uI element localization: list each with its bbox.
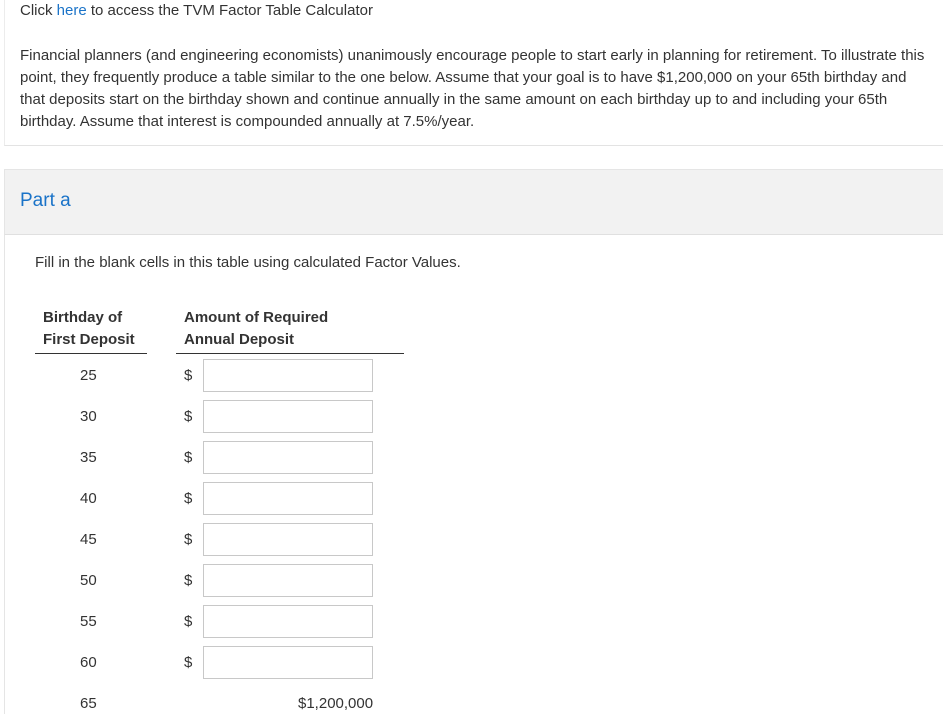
table-row (5, 359, 425, 393)
table-row (5, 482, 425, 516)
birthday-cell: 60 (80, 654, 97, 671)
deposit-header-line-1: Amount of Required (184, 309, 329, 326)
birthday-column-header (43, 307, 135, 351)
question-card (4, 0, 943, 146)
deposit-input-50[interactable] (203, 564, 373, 597)
dollar-sign: $ (184, 572, 193, 589)
part-a-header (4, 169, 943, 235)
part-a-body (4, 235, 943, 714)
instructions: Fill in the blank cells in this table using calculated Factor Values. (35, 254, 461, 271)
birthday-cell: 40 (80, 490, 97, 507)
deposit-input-35[interactable] (203, 441, 373, 474)
birthday-cell: 25 (80, 367, 97, 384)
dollar-sign: $ (184, 654, 193, 671)
dollar-sign: $ (184, 613, 193, 630)
birthday-header-line-1: Birthday of (43, 309, 123, 326)
deposit-input-30[interactable] (203, 400, 373, 433)
dollar-sign: $ (184, 531, 193, 548)
table-row (5, 441, 425, 475)
dollar-sign: $ (184, 490, 193, 507)
dollar-sign: $ (184, 367, 193, 384)
birthday-cell: 50 (80, 572, 97, 589)
deposit-input-55[interactable] (203, 605, 373, 638)
final-amount-value: $1,200,000 (298, 695, 374, 712)
table-row (5, 523, 425, 557)
deposit-header-rule (176, 353, 404, 354)
dollar-sign: $ (184, 449, 193, 466)
deposit-column-header (184, 307, 328, 351)
birthday-cell: 65 (80, 695, 97, 712)
deposit-header-line-2: Annual Deposit (184, 331, 295, 348)
deposit-input-45[interactable] (203, 523, 373, 556)
dollar-sign: $ (184, 408, 193, 425)
problem-statement: Financial planners (and engineering economists) unanimously encourage people to start early in planning for retirement. To illustrate this point, they frequently produce a table similar to the one below. Assume that your goal is to have $1,200,000 on your 65th birthday and that deposits start on the birthday shown and continue annually in the same amount on each birthday up to and including your 65th birthday. Assume that interest is compounded annually at 7.5%/year. (20, 47, 925, 130)
deposit-input-40[interactable] (203, 482, 373, 515)
deposit-input-60[interactable] (203, 646, 373, 679)
deposit-input-25[interactable] (203, 359, 373, 392)
birthday-cell: 35 (80, 449, 97, 466)
calculator-link-line (20, 2, 373, 19)
birthday-header-rule (35, 353, 147, 354)
table-row (5, 400, 425, 434)
click-suffix: to access the TVM Factor Table Calculator (90, 2, 373, 19)
birthday-cell: 45 (80, 531, 97, 548)
table-row (5, 605, 425, 639)
table-row (5, 646, 425, 680)
click-prefix: Click (20, 2, 53, 19)
table-row-final (5, 687, 425, 721)
tvm-calculator-link[interactable]: here (56, 2, 87, 19)
birthday-cell: 55 (80, 613, 97, 630)
table-row (5, 564, 425, 598)
birthday-header-line-2: First Deposit (43, 331, 135, 348)
part-title: Part a (20, 190, 71, 211)
birthday-cell: 30 (80, 408, 97, 425)
